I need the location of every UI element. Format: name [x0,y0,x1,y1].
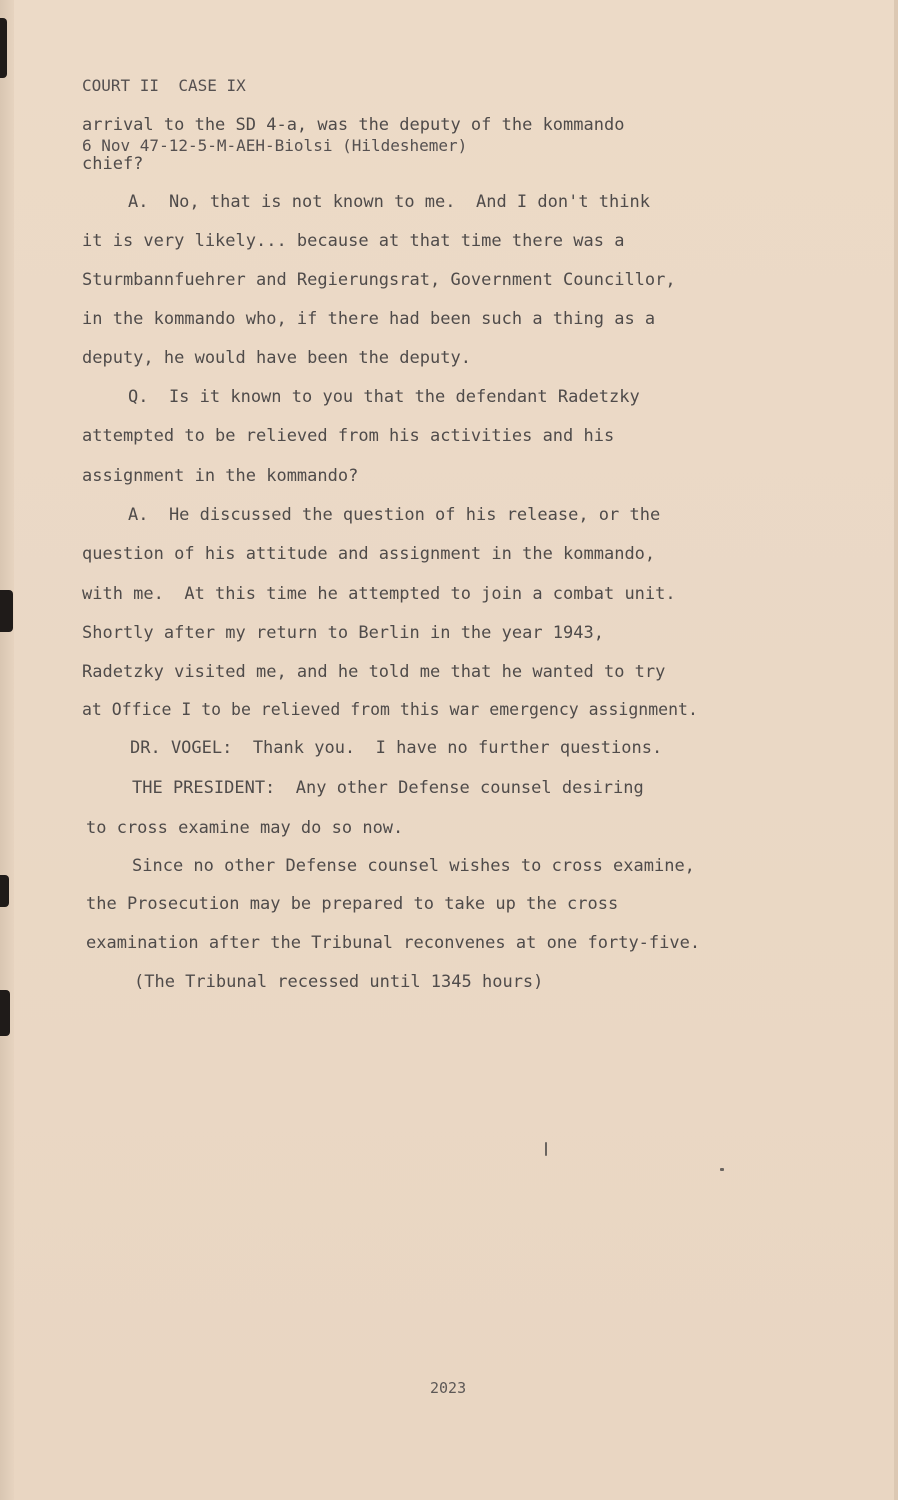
transcript-line: it is very likely... because at that time there was a [82,231,625,251]
transcript-line: examination after the Tribunal reconvenes at one forty-five. [86,933,701,953]
paper-speck [545,1142,547,1156]
transcript-line: the Prosecution may be prepared to take up the cross [86,894,619,914]
transcript-line: arrival to the SD 4-a, was the deputy of the kommando [82,115,625,135]
transcript-line: attempted to be relieved from his activities and his [82,426,615,446]
header-court-case: COURT II CASE IX [82,76,246,95]
transcript-line: Sturmbannfuehrer and Regierungsrat, Government Councillor, [82,270,676,290]
transcript-line: assignment in the kommando? [82,466,359,486]
transcript-line: A. No, that is not known to me. And I don't think [128,192,650,212]
transcript-line: Radetzky visited me, and he told me that he wanted to try [82,662,666,682]
header-date-reference: 6 Nov 47-12-5-M-AEH-Biolsi (Hildeshemer) [82,136,468,155]
page-left-edge [0,0,14,1500]
paper-speck [720,1168,724,1171]
edge-tear [0,990,10,1036]
transcript-line: Q. Is it known to you that the defendant Radetzky [128,387,640,407]
page-number: 2023 [430,1379,467,1397]
transcript-line: A. He discussed the question of his release, or the [128,505,661,525]
edge-tear [0,18,7,78]
transcript-line: Since no other Defense counsel wishes to cross examine, [132,856,695,876]
edge-tear [0,875,9,907]
transcript-line: with me. At this time he attempted to join a combat unit. [82,584,676,604]
transcript-line: chief? [82,154,144,174]
transcript-line: question of his attitude and assignment in the kommando, [82,544,656,564]
transcript-line: at Office I to be relieved from this war emergency assignment. [82,700,698,719]
page-right-edge [894,0,898,1500]
transcript-line: DR. VOGEL: Thank you. I have no further questions. [130,738,663,758]
transcript-line: in the kommando who, if there had been such a thing as a [82,309,656,329]
transcript-line: Shortly after my return to Berlin in the year 1943, [82,623,604,643]
transcript-line: deputy, he would have been the deputy. [82,348,471,368]
edge-tear [0,590,13,632]
transcript-line: (The Tribunal recessed until 1345 hours) [134,972,544,992]
transcript-line: THE PRESIDENT: Any other Defense counsel desiring [132,778,644,798]
transcript-line: to cross examine may do so now. [86,818,404,838]
